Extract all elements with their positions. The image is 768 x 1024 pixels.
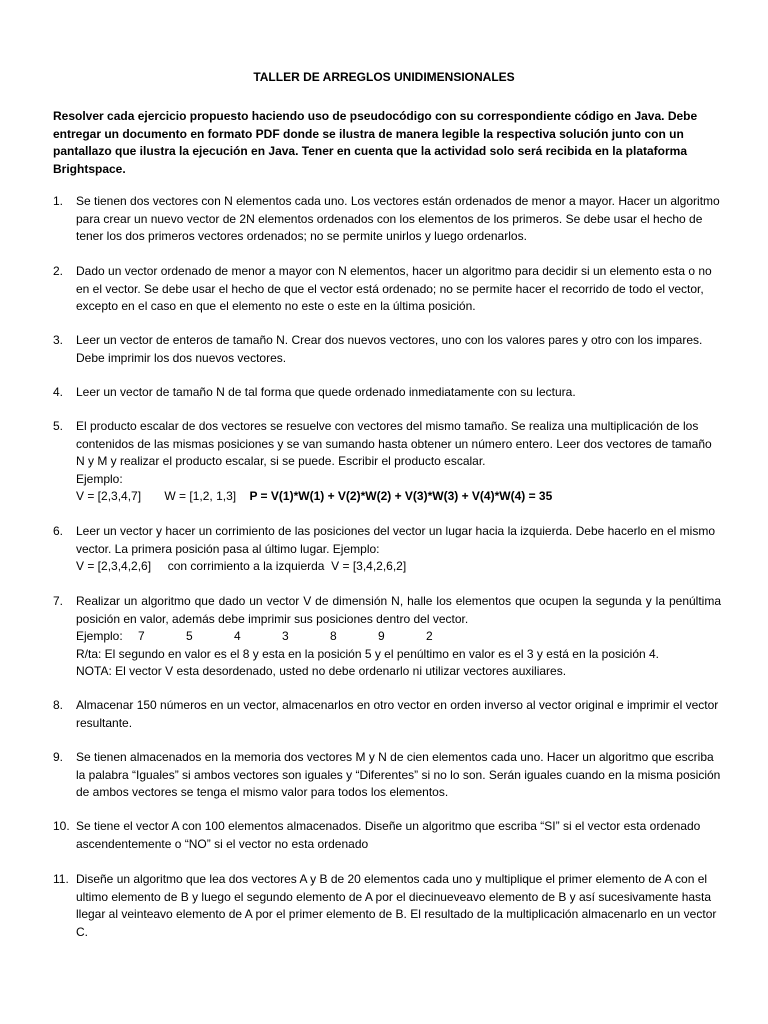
- example-vector-v: V = [2,3,4,7]: [76, 489, 142, 503]
- exercise-5: [53, 418, 721, 506]
- exercise-number: 4.: [53, 385, 64, 399]
- exercise-number: 10.: [53, 819, 70, 833]
- exercise-4: [53, 384, 721, 402]
- exercise-7: [53, 593, 721, 681]
- example-value: 8: [330, 629, 337, 643]
- example-value: 7: [138, 629, 145, 643]
- exercise-number: 7.: [53, 594, 64, 608]
- example-label: Ejemplo:: [76, 471, 123, 486]
- example-value: 9: [378, 629, 385, 643]
- example-values: [76, 628, 721, 646]
- exercise-number: 9.: [53, 750, 64, 764]
- exercise-text: Dado un vector ordenado de menor a mayor con N elementos, hacer un algoritmo para decidir si un elemento esta o no en el vector. Se debe usar el hecho de que el vector está ordenado; no se permite hacer el recorrido de todo el vector, excepto en el caso en que el elemento no este o este en la última posición.: [76, 264, 712, 313]
- exercise-number: 11.: [53, 872, 69, 886]
- example-label: Ejemplo:: [76, 629, 123, 643]
- exercise-text: Realizar un algoritmo que dado un vector V de dimensión N, halle los elementos que ocupen la segunda y la penúltima posición en valor, además debe imprimir sus posiciones dentro del vector.: [76, 594, 721, 626]
- exercise-text: Leer un vector y hacer un corrimiento de las posiciones del vector un lugar hacia la izquierda. Debe hacerlo en el mismo vector. La primera posición pasa al último lugar. Ejemplo:: [76, 524, 716, 556]
- example-value: 3: [282, 629, 289, 643]
- example-line: V = [2,3,4,2,6] con corrimiento a la izquierda V = [3,4,2,6,2]: [76, 559, 407, 573]
- exercise-number: 6.: [53, 524, 64, 538]
- exercise-text: Diseñe un algoritmo que lea dos vectores A y B de 20 elementos cada uno y multiplique el primer elemento de A con el ultimo elemento de B y luego el segundo elemento de A por el diecinueveavo elemento de B y así sucesivamente hasta llegar al veinteavo elemento de A por el primer elemento de B. El resultado de la multiplicación almacenarlo en un vector C.: [76, 872, 717, 939]
- exercise-text: Se tiene el vector A con 100 elementos almacenados. Diseñe un algoritmo que escriba “SI” si el vector esta ordenado ascendentemente o “NO” si el vector no esta ordenado: [76, 819, 701, 851]
- exercise-number: 3.: [53, 333, 64, 347]
- exercise-text: Se tienen dos vectores con N elementos cada uno. Los vectores están ordenados de menor a mayor. Hacer un algoritmo para crear un nuevo vector de 2N elementos ordenados con los elementos de los primeros. Se debe usar el hecho de tener los dos primeros vectores ordenados; no se permite unirlos y luego ordenarlos.: [76, 194, 720, 243]
- note-line: NOTA: El vector V esta desordenado, usted no debe ordenarlo ni utilizar vectores auxiliares.: [76, 664, 567, 678]
- example-value: 2: [426, 629, 433, 643]
- exercise-2: [53, 263, 721, 316]
- exercise-number: 8.: [53, 698, 64, 712]
- exercise-number: 5.: [53, 419, 64, 433]
- exercise-text: El producto escalar de dos vectores se resuelve con vectores del mismo tamaño. Se realiza una multiplicación de los contenidos de las mismas posiciones y se van sumando hasta obtener un número entero. Leer dos vectores de tamaño N y M y realizar el producto escalar, si se puede. Escribir el producto escalar.: [76, 419, 712, 468]
- exercise-3: [53, 332, 721, 367]
- exercise-8: [53, 697, 721, 732]
- example-line: [76, 488, 721, 506]
- exercise-1: [53, 193, 721, 246]
- example-value: 5: [186, 629, 193, 643]
- answer-line: R/ta: El segundo en valor es el 8 y esta en la posición 5 y el penúltimo en valor es el 3 y está en la posición 4.: [76, 646, 660, 661]
- example-vector-w: W = [1,2, 1,3]: [164, 489, 237, 503]
- instructions-paragraph: Resolver cada ejercicio propuesto haciendo uso de pseudocódigo con su correspondiente código en Java. Debe entregar un documento en formato PDF donde se ilustra de manera legible la respectiva solución junto con un pantallazo que ilustra la ejecución en Java. Tener en cuenta que la actividad solo será recibida en la plataforma Brightspace.: [53, 109, 698, 176]
- document-title: TALLER DE ARREGLOS UNIDIMENSIONALES: [253, 70, 515, 84]
- exercise-text: Se tienen almacenados en la memoria dos vectores M y N de cien elementos cada uno. Hacer un algoritmo que escriba la palabra “Iguales” si ambos vectores son iguales y “Diferentes” si no lo son. Serán iguales cuando en la misma posición de ambos vectores se tenga el mismo valor para todos los elementos.: [76, 750, 721, 799]
- example-value: 4: [234, 629, 241, 643]
- exercise-11: [53, 871, 721, 941]
- exercise-text: Leer un vector de tamaño N de tal forma que quede ordenado inmediatamente con su lectura.: [76, 385, 576, 399]
- exercise-number: 2.: [53, 264, 64, 278]
- exercise-text: Leer un vector de enteros de tamaño N. Crear dos nuevos vectores, uno con los valores pares y otro con los impares. Debe imprimir los dos nuevos vectores.: [76, 333, 703, 365]
- exercise-10: [53, 818, 721, 853]
- exercise-9: [53, 749, 721, 802]
- exercise-text: Almacenar 150 números en un vector, almacenarlos en otro vector en orden inverso al vector original e imprimir el vector resultante.: [76, 698, 719, 730]
- example-product: P = V(1)*W(1) + V(2)*W(2) + V(3)*W(3) + V(4)*W(4) = 35: [249, 489, 553, 503]
- exercise-number: 1.: [53, 194, 64, 208]
- exercise-6: [53, 523, 721, 576]
